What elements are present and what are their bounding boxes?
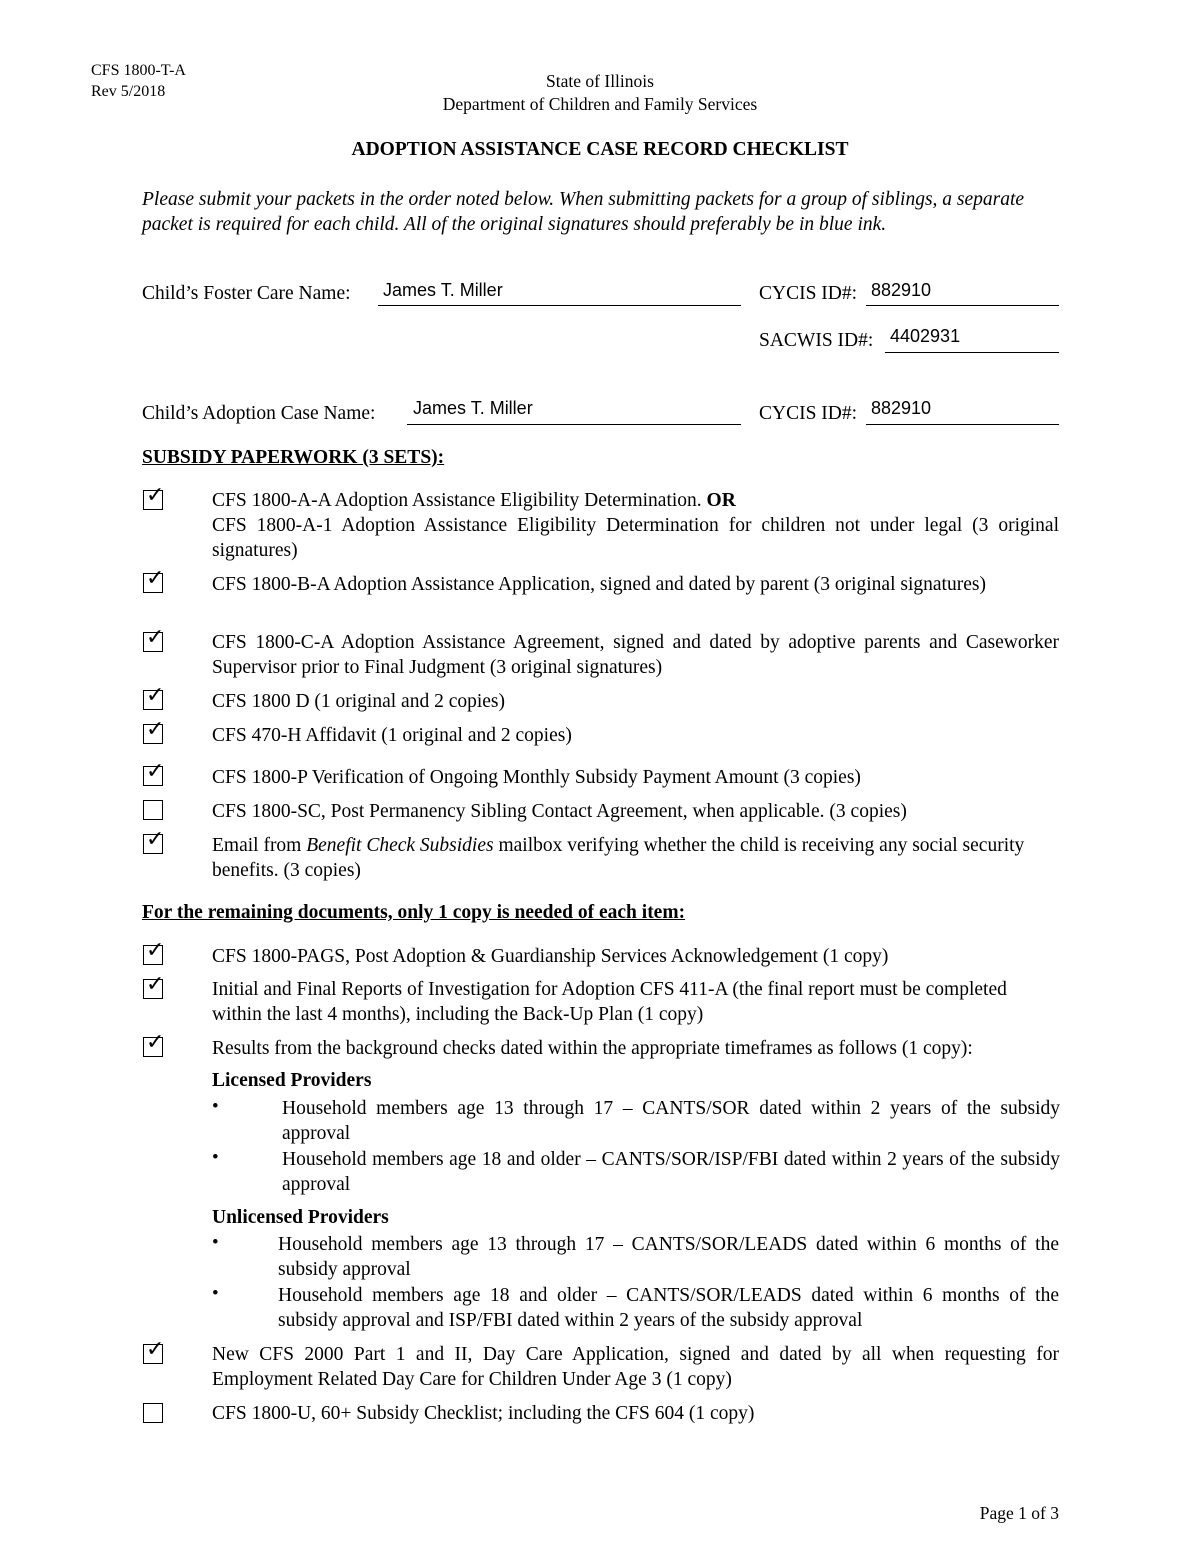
- checkmark-icon: ✓: [146, 625, 165, 650]
- foster-name-field[interactable]: [378, 305, 741, 306]
- checkmark-icon: ✓: [146, 827, 165, 852]
- subsidy-item-1: CFS 1800-A-A Adoption Assistance Eligibility Determination. OR: [212, 490, 736, 511]
- checkbox-remaining-4[interactable]: [143, 1337, 165, 1364]
- checkmark-icon: ✓: [146, 972, 165, 997]
- agency-state: State of Illinois: [546, 71, 654, 91]
- remaining-item-2: Initial and Final Reports of Investigation for Adoption CFS 411-A (the final report must be completed within the last 4 months), including the Back-Up Plan (1 copy): [212, 979, 1007, 1025]
- form-code: CFS 1800-T-A: [91, 62, 186, 79]
- agency-department: Department of Children and Family Services: [442, 94, 758, 114]
- cycis-id-field[interactable]: [866, 305, 1059, 306]
- cycis-id-label: CYCIS ID#:: [759, 283, 858, 304]
- checkbox-remaining-3[interactable]: [143, 1030, 165, 1057]
- subsidy-item-3: CFS 1800-C-A Adoption Assistance Agreement, signed and dated by adoptive parents and Caseworker Supervisor prior to Final Judgment (3 original signatures): [212, 632, 1059, 678]
- adoption-name-field[interactable]: [407, 424, 741, 425]
- adoption-name-label: Child’s Adoption Case Name:: [142, 403, 376, 424]
- bullet-icon: •: [212, 1232, 219, 1253]
- cycis-id-2-label: CYCIS ID#:: [759, 403, 858, 424]
- checkbox-subsidy-5[interactable]: [143, 717, 165, 744]
- unlicensed-bullet-1: Household members age 13 through 17 – CANTS/SOR/LEADS dated within 6 months of the subsidy approval: [278, 1234, 1059, 1280]
- bullet-icon: •: [212, 1096, 219, 1117]
- subsidy-item-2: CFS 1800-B-A Adoption Assistance Application, signed and dated by parent (3 original signatures): [212, 574, 986, 595]
- page-number: Page 1 of 3: [979, 1503, 1059, 1523]
- checkmark-icon: ✓: [146, 683, 165, 708]
- foster-name-value: James T. Miller: [383, 280, 503, 300]
- cycis-id-2-value: 882910: [871, 398, 932, 418]
- checkmark-icon: ✓: [146, 717, 165, 742]
- remaining-item-3: Results from the background checks dated within the appropriate timeframes as follows (1 copy):: [212, 1038, 973, 1059]
- subsidy-item-8: Email from Benefit Check Subsidies mailbox verifying whether the child is receiving any social security benefits. (3 copies): [212, 835, 1025, 881]
- checkmark-icon: ✓: [146, 1030, 165, 1055]
- foster-name-label: Child’s Foster Care Name:: [142, 283, 351, 304]
- sacwis-id-value: 4402931: [890, 326, 961, 346]
- checkmark-icon: ✓: [146, 566, 165, 591]
- unlicensed-heading: Unlicensed Providers: [212, 1207, 389, 1228]
- cycis-id-2-field[interactable]: [866, 424, 1059, 425]
- bullet-icon: •: [212, 1147, 219, 1168]
- bullet-icon: •: [212, 1283, 219, 1304]
- subsidy-item-1-alt: CFS 1800-A-1 Adoption Assistance Eligibility Determination for children not under legal (3 original signatures): [212, 515, 1059, 561]
- form-revision: Rev 5/2018: [91, 83, 166, 100]
- sacwis-id-field[interactable]: [885, 352, 1059, 353]
- subsidy-item-5: CFS 470-H Affidavit (1 original and 2 copies): [212, 725, 572, 746]
- checkmark-icon: ✓: [146, 759, 165, 784]
- checkbox-subsidy-8[interactable]: [143, 827, 165, 854]
- sacwis-id-label: SACWIS ID#:: [759, 330, 874, 351]
- checkbox-remaining-1[interactable]: [143, 938, 165, 965]
- checkmark-icon: ✓: [146, 1337, 165, 1362]
- checkbox-subsidy-4[interactable]: [143, 683, 165, 710]
- subsidy-item-6: CFS 1800-P Verification of Ongoing Monthly Subsidy Payment Amount (3 copies): [212, 767, 861, 788]
- checkbox-subsidy-1[interactable]: [143, 483, 165, 510]
- instructions: Please submit your packets in the order noted below. When submitting packets for a group of siblings, a separate packet is required for each child. All of the original signatures should preferably be in blue ink.: [142, 189, 1025, 235]
- licensed-bullet-1: Household members age 13 through 17 – CANTS/SOR dated within 2 years of the subsidy approval: [282, 1098, 1060, 1144]
- checkmark-icon: ✓: [146, 483, 165, 508]
- subsidy-item-4: CFS 1800 D (1 original and 2 copies): [212, 691, 506, 712]
- cycis-id-value: 882910: [871, 280, 932, 300]
- checkbox-subsidy-6[interactable]: [143, 759, 165, 786]
- checkbox-remaining-2[interactable]: [143, 972, 165, 999]
- checkbox-subsidy-7[interactable]: [143, 800, 163, 820]
- checkbox-subsidy-2[interactable]: [143, 566, 165, 593]
- checkbox-subsidy-3[interactable]: [143, 625, 165, 652]
- remaining-heading: For the remaining documents, only 1 copy is needed of each item:: [142, 902, 686, 923]
- licensed-bullet-2: Household members age 18 and older – CANTS/SOR/ISP/FBI dated within 2 years of the subsidy approval: [282, 1149, 1060, 1195]
- remaining-item-4: New CFS 2000 Part 1 and II, Day Care Application, signed and dated by all when requesting for Employment Related Day Care for Children Under Age 3 (1 copy): [212, 1344, 1059, 1390]
- checkbox-remaining-5[interactable]: [143, 1403, 163, 1423]
- subsidy-heading: SUBSIDY PAPERWORK (3 SETS):: [142, 447, 445, 468]
- subsidy-item-7: CFS 1800-SC, Post Permanency Sibling Contact Agreement, when applicable. (3 copies): [212, 801, 907, 822]
- licensed-heading: Licensed Providers: [212, 1070, 372, 1091]
- remaining-item-1: CFS 1800-PAGS, Post Adoption & Guardianship Services Acknowledgement (1 copy): [212, 946, 889, 967]
- document-title: ADOPTION ASSISTANCE CASE RECORD CHECKLIST: [351, 139, 849, 160]
- remaining-item-5: CFS 1800-U, 60+ Subsidy Checklist; including the CFS 604 (1 copy): [212, 1403, 755, 1424]
- unlicensed-bullet-2: Household members age 18 and older – CANTS/SOR/LEADS dated within 6 months of the subsidy approval and ISP/FBI dated within 2 years of the subsidy approval: [278, 1285, 1059, 1331]
- checkmark-icon: ✓: [146, 938, 165, 963]
- adoption-name-value: James T. Miller: [413, 398, 533, 418]
